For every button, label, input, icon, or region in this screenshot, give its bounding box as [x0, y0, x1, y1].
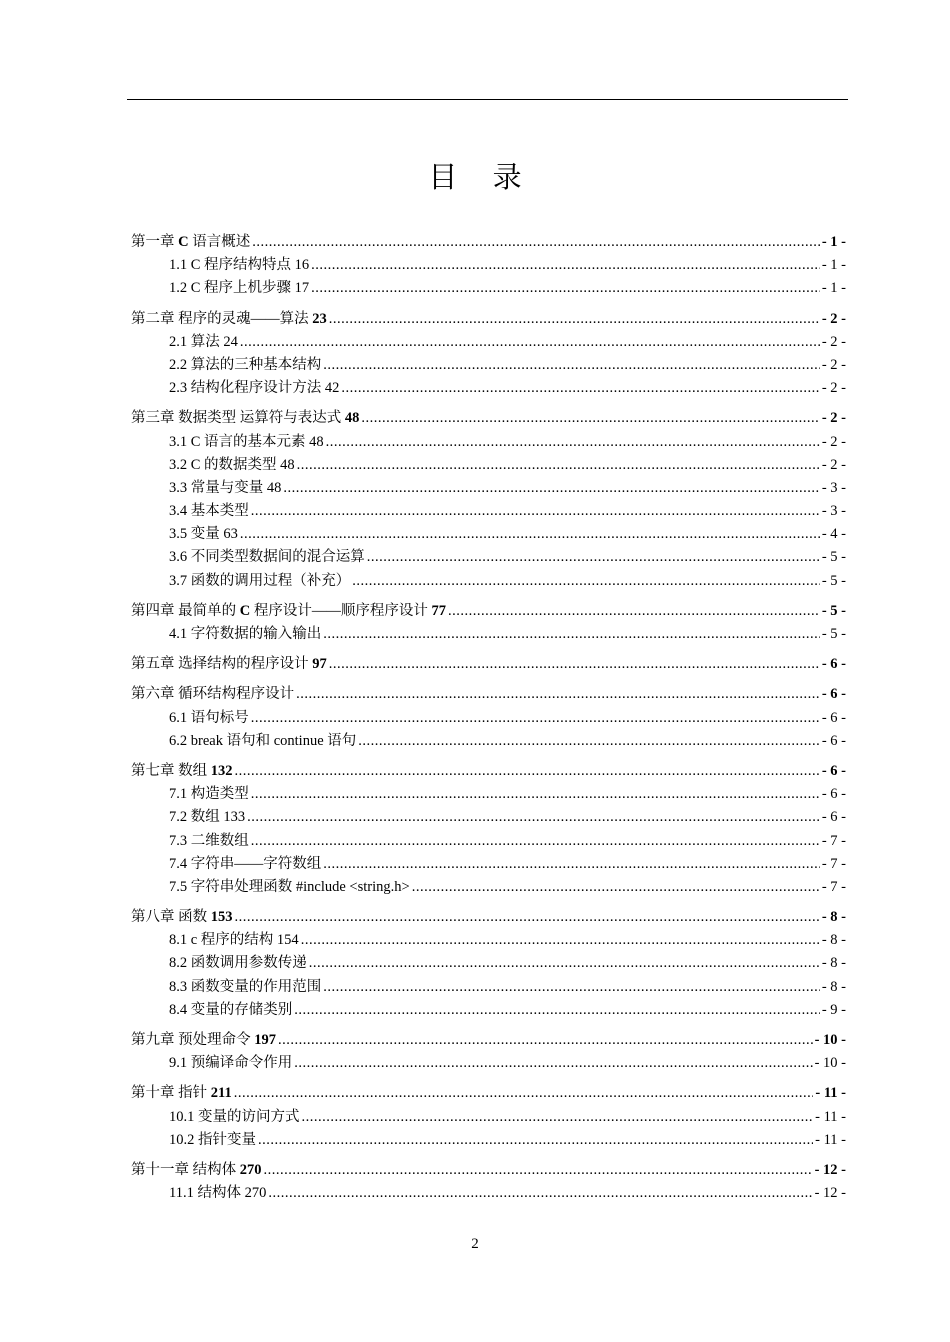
- toc-leader-dots: [329, 653, 820, 676]
- toc-section-entry[interactable]: [131, 976, 846, 999]
- toc-leader-dots: [323, 623, 820, 646]
- toc-entry-page: - 5 -: [821, 626, 846, 642]
- toc-entry-page: - 11 -: [815, 1108, 846, 1125]
- toc-chapter-entry[interactable]: [131, 1029, 846, 1052]
- toc-entry-label: 2.2 算法的三种基本结构: [169, 356, 322, 373]
- toc-entry-label: 第六章 循环结构程序设计: [131, 686, 295, 703]
- toc-entry-page: - 1 -: [821, 234, 846, 250]
- toc-leader-dots: [367, 546, 820, 569]
- toc-section-entry[interactable]: [131, 830, 846, 853]
- toc-leader-dots: [235, 906, 820, 929]
- toc-leader-dots: [311, 277, 820, 300]
- toc-entry-page: - 2 -: [821, 310, 846, 327]
- toc-leader-dots: [361, 407, 819, 430]
- toc-entry-label: 8.3 函数变量的作用范围: [169, 978, 322, 995]
- toc-entry-label: 第五章 选择结构的程序设计 97: [131, 656, 327, 673]
- toc-entry-label: 1.1 C 程序结构特点 16: [169, 257, 310, 274]
- toc-section-entry[interactable]: [131, 431, 846, 454]
- toc-leader-dots: [264, 1159, 813, 1182]
- toc-leader-dots: [326, 431, 820, 454]
- toc-section-entry[interactable]: [131, 570, 846, 593]
- toc-entry-page: - 5 -: [821, 602, 846, 619]
- toc-section-entry[interactable]: [131, 952, 846, 975]
- toc-section-entry[interactable]: [131, 331, 846, 354]
- toc-leader-dots: [258, 1129, 813, 1152]
- toc-leader-dots: [283, 477, 819, 500]
- toc-section-entry[interactable]: [131, 1182, 846, 1205]
- toc-section-entry[interactable]: [131, 1052, 846, 1075]
- toc-entry-page: - 8 -: [821, 978, 846, 995]
- toc-entry-label: 第十章 指针 211: [131, 1085, 232, 1102]
- toc-entry-page: - 7 -: [821, 878, 846, 895]
- toc-entry-page: - 10 -: [814, 1055, 846, 1072]
- toc-section-entry[interactable]: [131, 454, 846, 477]
- toc-leader-dots: [412, 876, 820, 899]
- toc-entry-label: 3.5 变量 63: [169, 526, 238, 543]
- toc-entry-page: - 1 -: [821, 280, 846, 297]
- toc-entry-label: 6.2 break 语句和 continue 语句: [169, 732, 357, 749]
- toc-entry-label: 3.4 基本类型: [169, 503, 249, 520]
- toc-section-entry[interactable]: [131, 254, 846, 277]
- toc-section-entry[interactable]: [131, 377, 846, 400]
- toc-entry-label: 8.2 函数调用参数传递: [169, 955, 307, 972]
- toc-leader-dots: [301, 929, 820, 952]
- toc-leader-dots: [268, 1182, 812, 1205]
- toc-section-entry[interactable]: [131, 783, 846, 806]
- toc-entry-page: - 11 -: [815, 1131, 846, 1148]
- toc-leader-dots: [235, 760, 820, 783]
- toc-entry-page: - 1 -: [821, 257, 846, 274]
- toc-entry-label: 第十一章 结构体 270: [131, 1161, 262, 1178]
- toc-entry-page: - 2 -: [821, 356, 846, 373]
- toc-leader-dots: [251, 830, 820, 853]
- toc-entry-page: - 10 -: [814, 1032, 846, 1048]
- toc-leader-dots: [247, 806, 820, 829]
- toc-section-entry[interactable]: [131, 876, 846, 899]
- toc-entry-label: 第九章 预处理命令 197: [131, 1032, 276, 1048]
- toc-entry-page: - 2 -: [821, 333, 846, 350]
- header-rule: [127, 99, 848, 100]
- toc-section-entry[interactable]: [131, 277, 846, 300]
- toc-leader-dots: [294, 1052, 812, 1075]
- toc-section-entry[interactable]: [131, 523, 846, 546]
- toc-entry-page: - 6 -: [821, 786, 846, 803]
- toc-section-entry[interactable]: [131, 1129, 846, 1152]
- toc-entry-label: 4.1 字符数据的输入输出: [169, 626, 322, 642]
- toc-section-entry[interactable]: [131, 546, 846, 569]
- toc-entry-label: 11.1 结构体 270: [169, 1185, 267, 1202]
- toc-chapter-entry[interactable]: [131, 1159, 846, 1182]
- toc-chapter-entry[interactable]: [131, 231, 846, 254]
- toc-title: 目 录: [428, 162, 536, 194]
- toc-entry-page: - 12 -: [814, 1185, 846, 1202]
- toc-entry-label: 7.1 构造类型: [169, 786, 249, 803]
- toc-leader-dots: [251, 783, 820, 806]
- toc-entry-page: - 7 -: [821, 855, 846, 872]
- table-of-contents: [131, 231, 846, 1205]
- toc-leader-dots: [296, 683, 820, 706]
- toc-entry-page: - 6 -: [821, 732, 846, 749]
- toc-entry-label: 3.6 不同类型数据间的混合运算: [169, 549, 365, 566]
- toc-entry-page: - 8 -: [821, 909, 846, 926]
- toc-entry-page: - 5 -: [821, 572, 846, 589]
- toc-chapter-entry[interactable]: [131, 308, 846, 331]
- toc-chapter-entry[interactable]: [131, 760, 846, 783]
- toc-entry-page: - 6 -: [821, 709, 846, 726]
- toc-leader-dots: [352, 570, 820, 593]
- toc-entry-page: - 4 -: [821, 526, 846, 543]
- toc-leader-dots: [323, 853, 820, 876]
- toc-entry-label: 9.1 预编译命令作用: [169, 1055, 293, 1072]
- toc-entry-label: 第二章 程序的灵魂——算法 23: [131, 310, 327, 327]
- toc-entry-label: 第一章 C 语言概述: [131, 234, 251, 250]
- toc-leader-dots: [297, 454, 820, 477]
- toc-entry-page: - 7 -: [821, 832, 846, 849]
- toc-section-entry[interactable]: [131, 1106, 846, 1129]
- toc-section-entry[interactable]: [131, 623, 846, 646]
- toc-entry-label: 3.7 函数的调用过程（补充）: [169, 572, 351, 589]
- toc-chapter-entry[interactable]: [131, 407, 846, 430]
- toc-entry-label: 3.2 C 的数据类型 48: [169, 456, 295, 473]
- toc-leader-dots: [302, 1106, 814, 1129]
- toc-entry-label: 第三章 数据类型 运算符与表达式 48: [131, 410, 360, 427]
- toc-leader-dots: [329, 308, 820, 331]
- toc-leader-dots: [278, 1029, 813, 1052]
- toc-entry-page: - 2 -: [821, 410, 846, 427]
- toc-leader-dots: [251, 707, 820, 730]
- toc-entry-label: 7.2 数组 133: [169, 809, 246, 826]
- toc-entry-label: 7.5 字符串处理函数 #include <string.h>: [169, 878, 410, 895]
- toc-leader-dots: [311, 254, 820, 277]
- toc-leader-dots: [309, 952, 820, 975]
- toc-leader-dots: [341, 377, 819, 400]
- toc-leader-dots: [240, 523, 820, 546]
- toc-entry-label: 3.3 常量与变量 48: [169, 479, 282, 496]
- toc-entry-label: 第八章 函数 153: [131, 909, 233, 926]
- toc-entry-page: - 3 -: [821, 503, 846, 520]
- toc-section-entry[interactable]: [131, 354, 846, 377]
- toc-section-entry[interactable]: [131, 929, 846, 952]
- toc-entry-page: - 6 -: [821, 809, 846, 826]
- toc-entry-page: - 9 -: [821, 1001, 846, 1018]
- toc-leader-dots: [323, 976, 820, 999]
- toc-entry-page: - 11 -: [815, 1085, 846, 1102]
- toc-entry-label: 8.4 变量的存储类别: [169, 1001, 293, 1018]
- toc-entry-page: - 2 -: [821, 456, 846, 473]
- toc-leader-dots: [234, 1082, 814, 1105]
- toc-entry-page: - 6 -: [821, 762, 846, 779]
- toc-section-entry[interactable]: [131, 730, 846, 753]
- toc-entry-label: 10.1 变量的访问方式: [169, 1108, 300, 1125]
- toc-section-entry[interactable]: [131, 500, 846, 523]
- toc-entry-label: 7.3 二维数组: [169, 832, 249, 849]
- toc-entry-label: 第四章 最简单的 C 程序设计——顺序程序设计 77: [131, 602, 446, 619]
- toc-section-entry[interactable]: [131, 477, 846, 500]
- toc-chapter-entry[interactable]: [131, 1082, 846, 1105]
- toc-leader-dots: [252, 231, 820, 254]
- toc-entry-page: - 5 -: [821, 549, 846, 566]
- toc-entry-page: - 8 -: [821, 955, 846, 972]
- toc-leader-dots: [251, 500, 820, 523]
- toc-leader-dots: [294, 999, 820, 1022]
- toc-entry-page: - 3 -: [821, 479, 846, 496]
- page-number: 2: [471, 1236, 479, 1252]
- toc-chapter-entry[interactable]: [131, 906, 846, 929]
- toc-entry-page: - 6 -: [821, 656, 846, 673]
- toc-section-entry[interactable]: [131, 999, 846, 1022]
- toc-entry-label: 3.1 C 语言的基本元素 48: [169, 433, 324, 450]
- toc-leader-dots: [323, 354, 820, 377]
- toc-leader-dots: [448, 600, 820, 623]
- toc-leader-dots: [240, 331, 820, 354]
- toc-chapter-entry[interactable]: [131, 653, 846, 676]
- toc-entry-label: 1.2 C 程序上机步骤 17: [169, 280, 310, 297]
- toc-entry-page: - 6 -: [821, 686, 846, 703]
- toc-leader-dots: [358, 730, 820, 753]
- toc-entry-label: 第七章 数组 132: [131, 762, 233, 779]
- toc-entry-label: 2.1 算法 24: [169, 333, 238, 350]
- toc-entry-page: - 8 -: [821, 932, 846, 949]
- toc-entry-label: 6.1 语句标号: [169, 709, 249, 726]
- toc-entry-label: 2.3 结构化程序设计方法 42: [169, 380, 340, 397]
- toc-chapter-entry[interactable]: [131, 600, 846, 623]
- toc-entry-label: 7.4 字符串——字符数组: [169, 855, 322, 872]
- toc-entry-page: - 2 -: [821, 433, 846, 450]
- toc-entry-label: 10.2 指针变量: [169, 1131, 256, 1148]
- toc-chapter-entry[interactable]: [131, 683, 846, 706]
- toc-entry-page: - 2 -: [821, 380, 846, 397]
- toc-entry-page: - 12 -: [814, 1161, 846, 1178]
- toc-section-entry[interactable]: [131, 853, 846, 876]
- toc-section-entry[interactable]: [131, 707, 846, 730]
- toc-section-entry[interactable]: [131, 806, 846, 829]
- toc-entry-label: 8.1 c 程序的结构 154: [169, 932, 299, 949]
